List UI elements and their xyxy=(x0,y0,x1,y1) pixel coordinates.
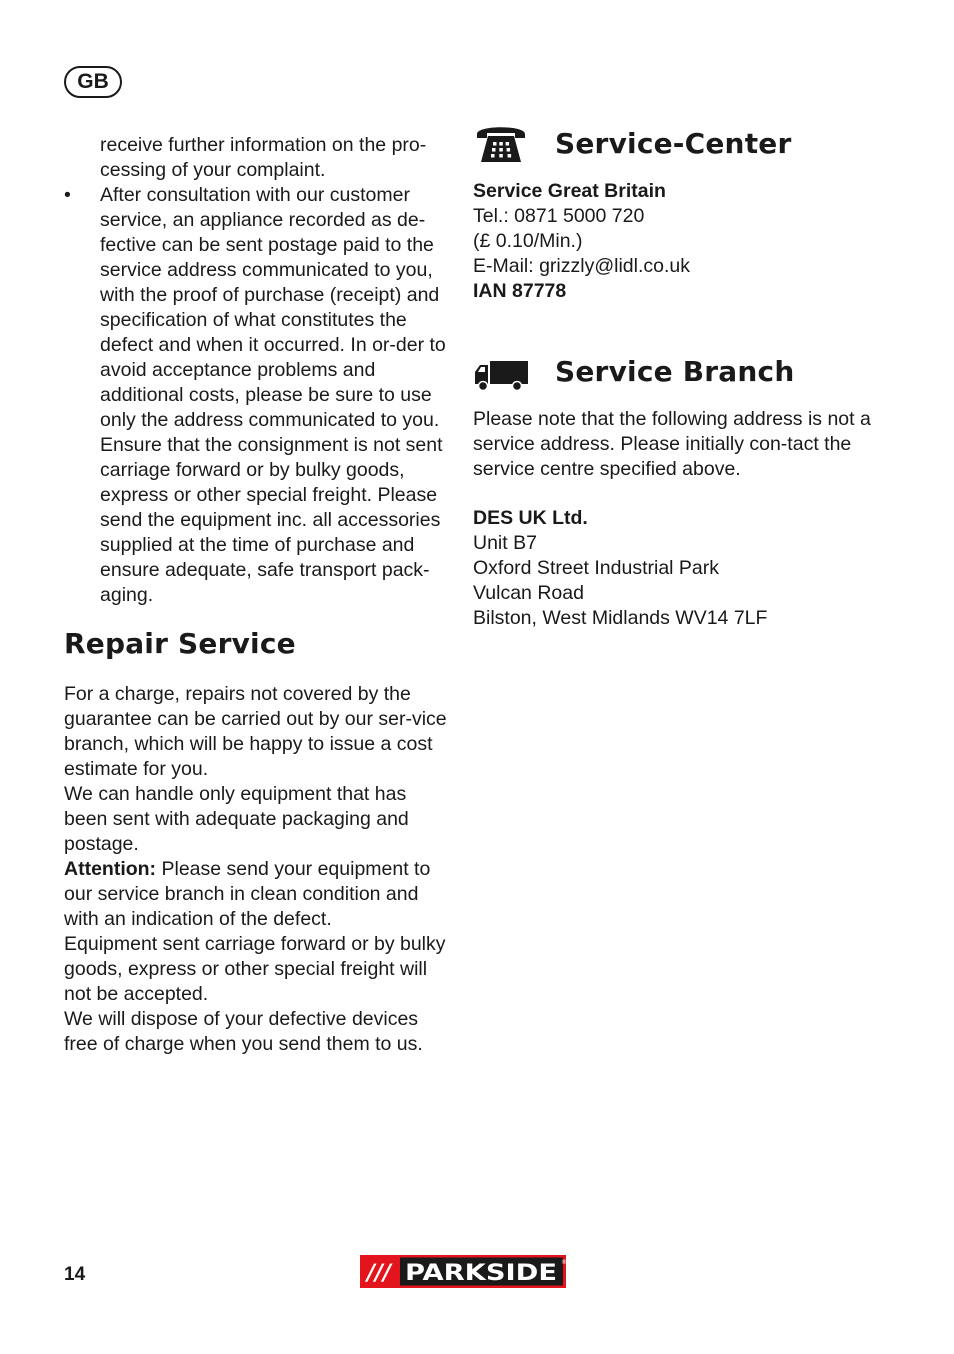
branch-address-line: Unit B7 xyxy=(473,532,537,554)
service-center-heading xyxy=(473,122,873,166)
language-badge: GB xyxy=(64,66,122,98)
branch-company: DES UK Ltd. xyxy=(473,507,588,529)
repair-service-title: Repair Service xyxy=(64,627,296,660)
list-item xyxy=(64,183,448,608)
page-number: 14 xyxy=(64,1264,86,1285)
service-tel: Tel.: 0871 5000 720 xyxy=(473,205,645,227)
service-center-title: Service-Center xyxy=(555,127,792,160)
telephone-icon xyxy=(473,122,529,166)
service-email: E-Mail: grizzly@lidl.co.uk xyxy=(473,255,691,277)
truck-icon xyxy=(473,350,529,394)
service-rate: (£ 0.10/Min.) xyxy=(473,230,583,252)
repair-attention xyxy=(64,857,448,932)
repair-paragraph-5: We will dispose of your defective devices free of charge when you send them to us. xyxy=(64,1008,423,1055)
service-name: Service Great Britain xyxy=(473,180,666,202)
service-branch-title: Service Branch xyxy=(555,355,795,388)
logo-text: PARKSIDE xyxy=(405,1261,557,1286)
parkside-logo xyxy=(360,1255,566,1288)
right-column xyxy=(473,122,873,631)
attention-label: Attention: xyxy=(64,858,157,880)
bullet-text: After consultation with our customer service, an appliance recorded as de-fective can be sent postage paid to the service address communicated to you, with the proof of purchase (receipt) and specification of what constitutes the defect and when it occurred. In or-der to avoid acceptance problems and additional costs, please be sure to use only the address communicated to you. Ensure that the consignment is not sent carriage forward or by bulky goods, express or other special freight. Please send the equipment inc. all accessories supplied at the time of purchase and ensure adequate, safe transport pack-aging. xyxy=(100,184,446,606)
logo-registered-mark: ® xyxy=(561,1259,567,1266)
attention-text: Please send your equipment to our service branch in clean condition and with an indication of the defect. xyxy=(64,858,431,930)
branch-address-line: Oxford Street Industrial Park xyxy=(473,557,720,579)
branch-address-line: Bilston, West Midlands WV14 7LF xyxy=(473,607,768,629)
service-branch-heading xyxy=(473,350,873,394)
branch-address-line: Vulcan Road xyxy=(473,582,584,604)
repair-paragraph-2: We can handle only equipment that has been sent with adequate packaging and postage. xyxy=(64,783,409,855)
bullet-marker: • xyxy=(64,184,71,206)
left-column xyxy=(64,133,448,1057)
service-ian: IAN 87778 xyxy=(473,280,567,302)
repair-paragraph-4: Equipment sent carriage forward or by bulky goods, express or other special freight will not be accepted. xyxy=(64,933,446,1005)
branch-note: Please note that the following address is not a service address. Please initially con-tact the service centre specified above. xyxy=(473,408,871,480)
continuation-text: receive further information on the pro-cessing of your complaint. xyxy=(100,134,427,181)
repair-paragraph-1: For a charge, repairs not covered by the guarantee can be carried out by our ser-vice branch, which will be happy to issue a cost estimate for you. xyxy=(64,683,447,780)
logo-slashes: /// xyxy=(366,1261,392,1286)
